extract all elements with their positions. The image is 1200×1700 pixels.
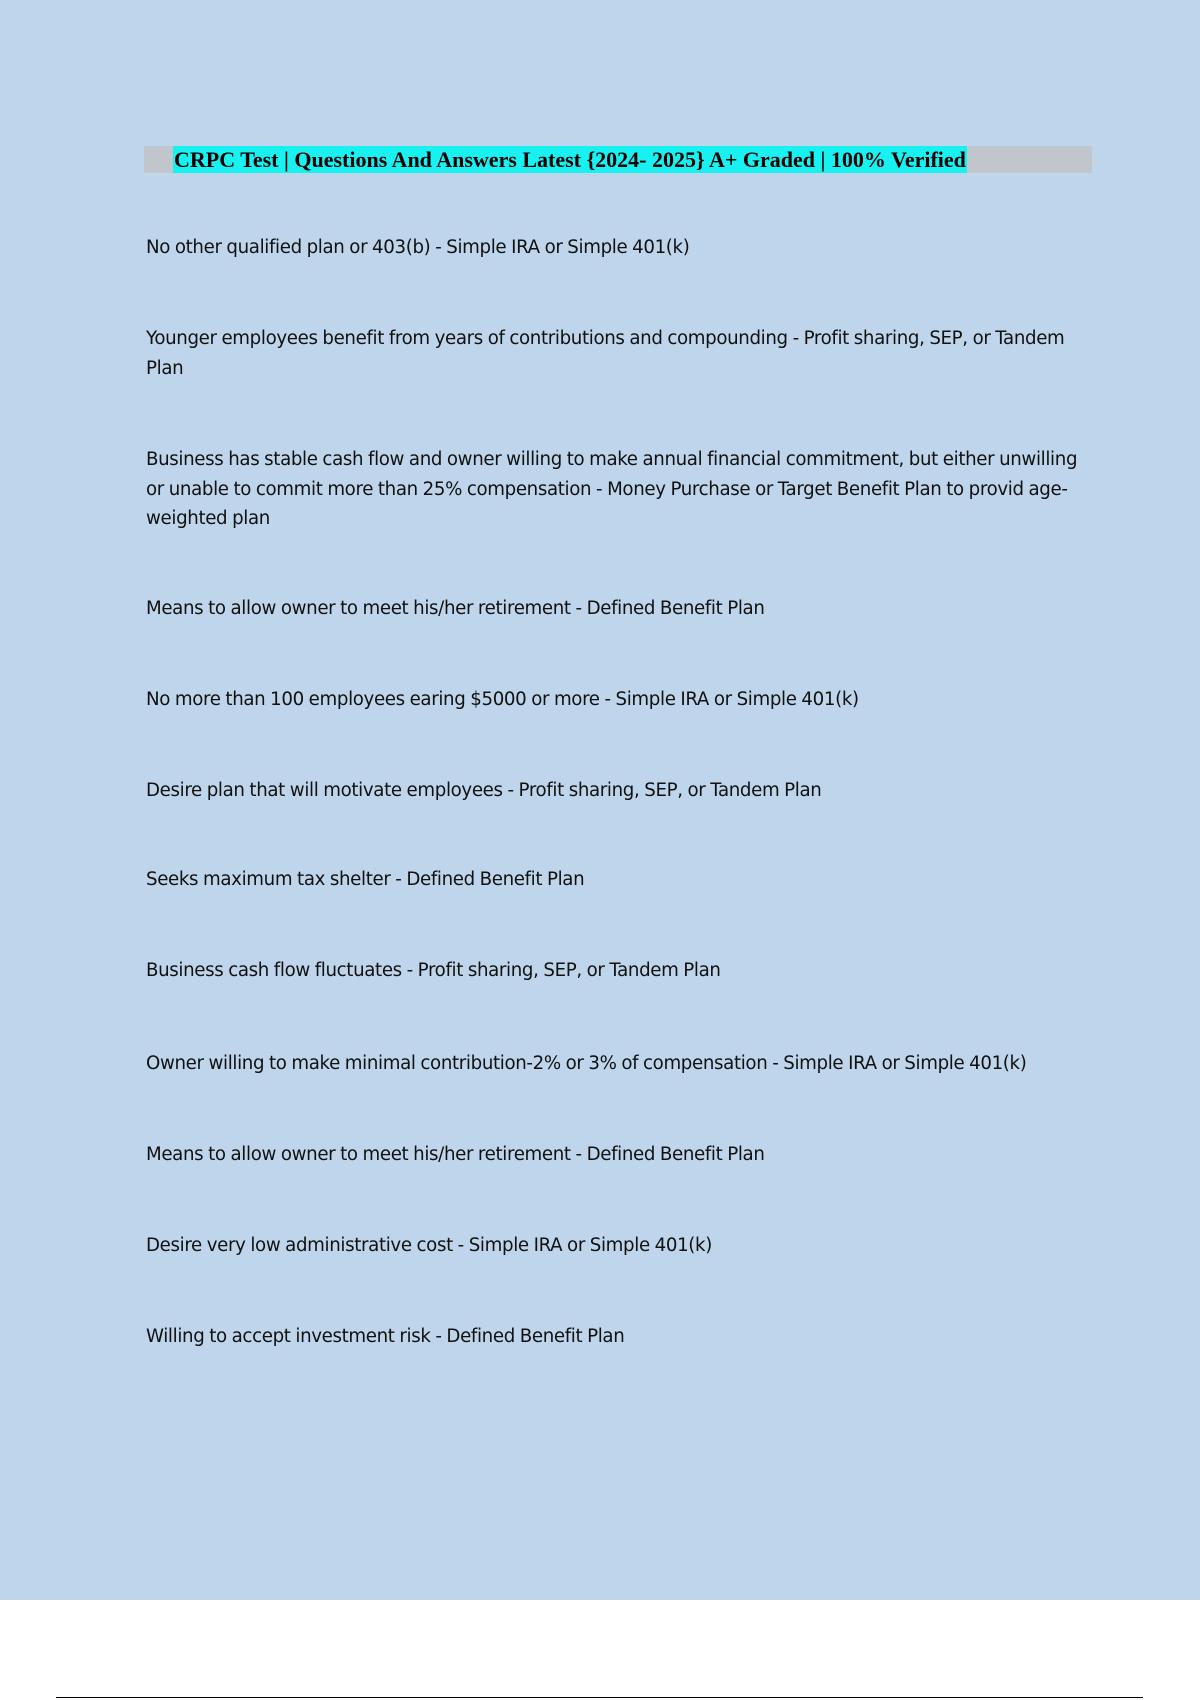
footer-rule xyxy=(56,1697,1143,1698)
document-title: CRPC Test | Questions And Answers Latest {2024- 2025} A+ Graded | 100% Verified xyxy=(174,147,966,172)
qa-item-12: Willing to accept investment risk - Defined Benefit Plan xyxy=(146,1326,625,1347)
qa-item-10: Means to allow owner to meet his/her retirement - Defined Benefit Plan xyxy=(146,1144,765,1165)
qa-item-8: Business cash flow fluctuates - Profit sharing, SEP, or Tandem Plan xyxy=(146,960,721,981)
qa-item-9: Owner willing to make minimal contribution-2% or 3% of compensation - Simple IRA or Simple 401(k) xyxy=(146,1053,1027,1074)
qa-item-5: No more than 100 employees earing $5000 or more - Simple IRA or Simple 401(k) xyxy=(146,689,859,710)
qa-item-3: Business has stable cash flow and owner willing to make annual financial commitment, but either unwilling or unable to commit more than 25% compensation - Money Purchase or Target Benefit Plan to provid age-weighted plan xyxy=(146,449,1078,529)
qa-item-7: Seeks maximum tax shelter - Defined Benefit Plan xyxy=(146,869,585,890)
qa-item-4: Means to allow owner to meet his/her retirement - Defined Benefit Plan xyxy=(146,598,765,619)
qa-item-1: No other qualified plan or 403(b) - Simple IRA or Simple 401(k) xyxy=(146,237,690,258)
qa-item-6: Desire plan that will motivate employees - Profit sharing, SEP, or Tandem Plan xyxy=(146,780,822,801)
qa-item-2: Younger employees benefit from years of contributions and compounding - Profit sharing, SEP, or Tandem Plan xyxy=(146,328,1065,379)
qa-item-11: Desire very low administrative cost - Simple IRA or Simple 401(k) xyxy=(146,1235,712,1256)
